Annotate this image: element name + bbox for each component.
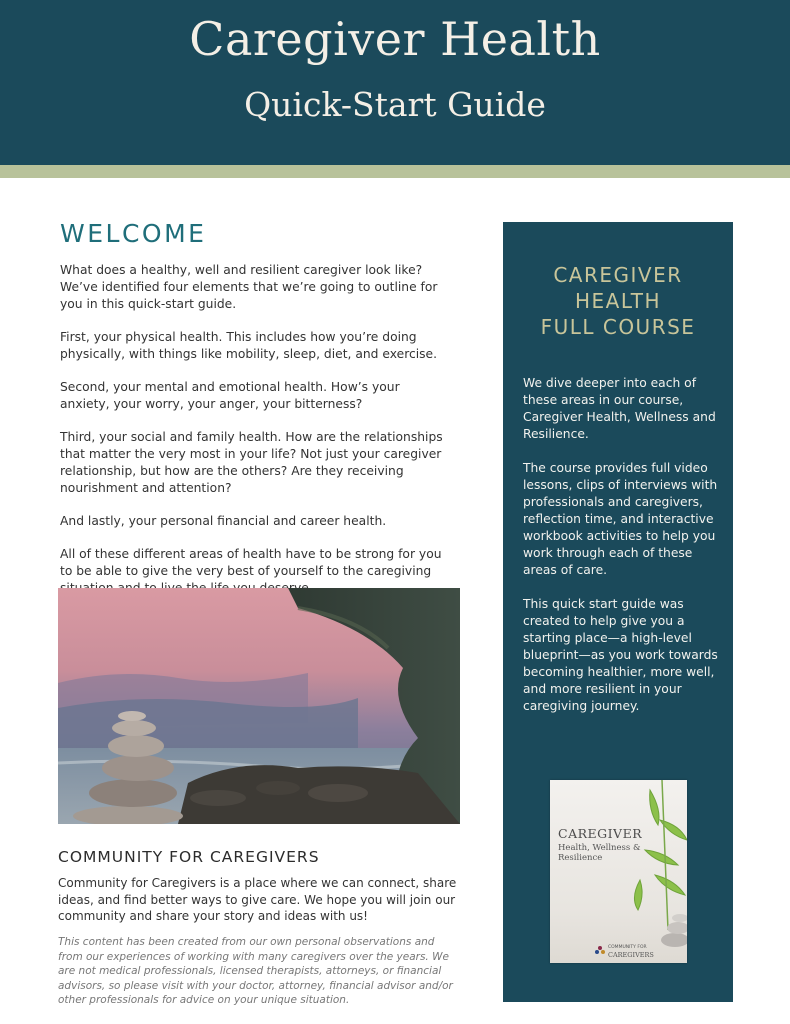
sidebar-heading [503,262,733,340]
welcome-heading: WELCOME [60,219,207,248]
stacked-stones-photo [58,588,460,824]
book-subtitle: Health, Wellness & Resilience [558,843,641,863]
sidebar-heading-line: HEALTH [574,289,661,313]
welcome-body [60,262,450,613]
community-body: Community for Caregivers is a place where we can connect, share ideas, and find better ways to give care. We hope you will join our community and share your story and ideas with us! [58,876,457,923]
sidebar-paragraph: The course provides full video lessons, clips of interviews with professionals and caregivers, reflection time, and interactive workbook activities to help you work through each of these areas of care. [523,461,718,577]
community-heading: COMMUNITY FOR CAREGIVERS [58,848,320,866]
welcome-paragraph: What does a healthy, well and resilient caregiver look like? We’ve identified four elements that we’re going to outline for you in this quick-start guide. [60,263,438,311]
sidebar-heading-line: FULL COURSE [540,315,696,339]
bamboo-stones-illustration [550,780,687,963]
book-logo-line1: COMMUNITY FOR [608,945,647,950]
welcome-paragraph: Third, your social and family health. How are the relationships that matter the very most in your life? Not just your caregiver relationship, but how are the others? Are they receiving nourishment and attention? [60,430,443,495]
book-logo-line2: CAREGIVERS [608,951,654,959]
welcome-paragraph: And lastly, your personal financial and career health. [60,514,387,528]
disclaimer-text: This content has been created from our own personal observations and from our experiences of working with many caregivers over the years. We are not medical professionals, licensed therapists, attorneys, or financial advisors, so please visit with your doctor, attorney, financial advisor and/or other professionals for advice on your unique situation. [58,936,453,1006]
header-stripe [0,165,790,178]
book-title: CAREGIVER [558,826,643,841]
sidebar-heading-line: CAREGIVER [553,263,683,287]
page-title: Caregiver Health [189,12,601,66]
community-logo-icon [594,945,606,957]
welcome-paragraph: First, your physical health. This includes how you’re doing physically, with things like mobility, sleep, diet, and exercise. [60,330,438,361]
sidebar-body [523,375,719,732]
header-banner [0,0,790,165]
welcome-paragraph: All of these different areas of health have to be strong for you to be able to give the very best of yourself to the caregiving [60,547,442,578]
sidebar-paragraph: This quick start guide was created to help give you a starting place—a high-level blueprint—as you work towards becoming healthier, more well, and more resilient in your caregiving journey. [523,597,718,713]
welcome-paragraph: Second, your mental and emotional health. How’s your anxiety, your worry, your anger, your bitterness? [60,380,400,411]
page-subtitle: Quick-Start Guide [244,85,546,124]
sidebar-paragraph: We dive deeper into each of these areas in our course, Caregiver Health, Wellness and Resilience. [523,376,716,441]
course-book-cover [550,780,687,963]
